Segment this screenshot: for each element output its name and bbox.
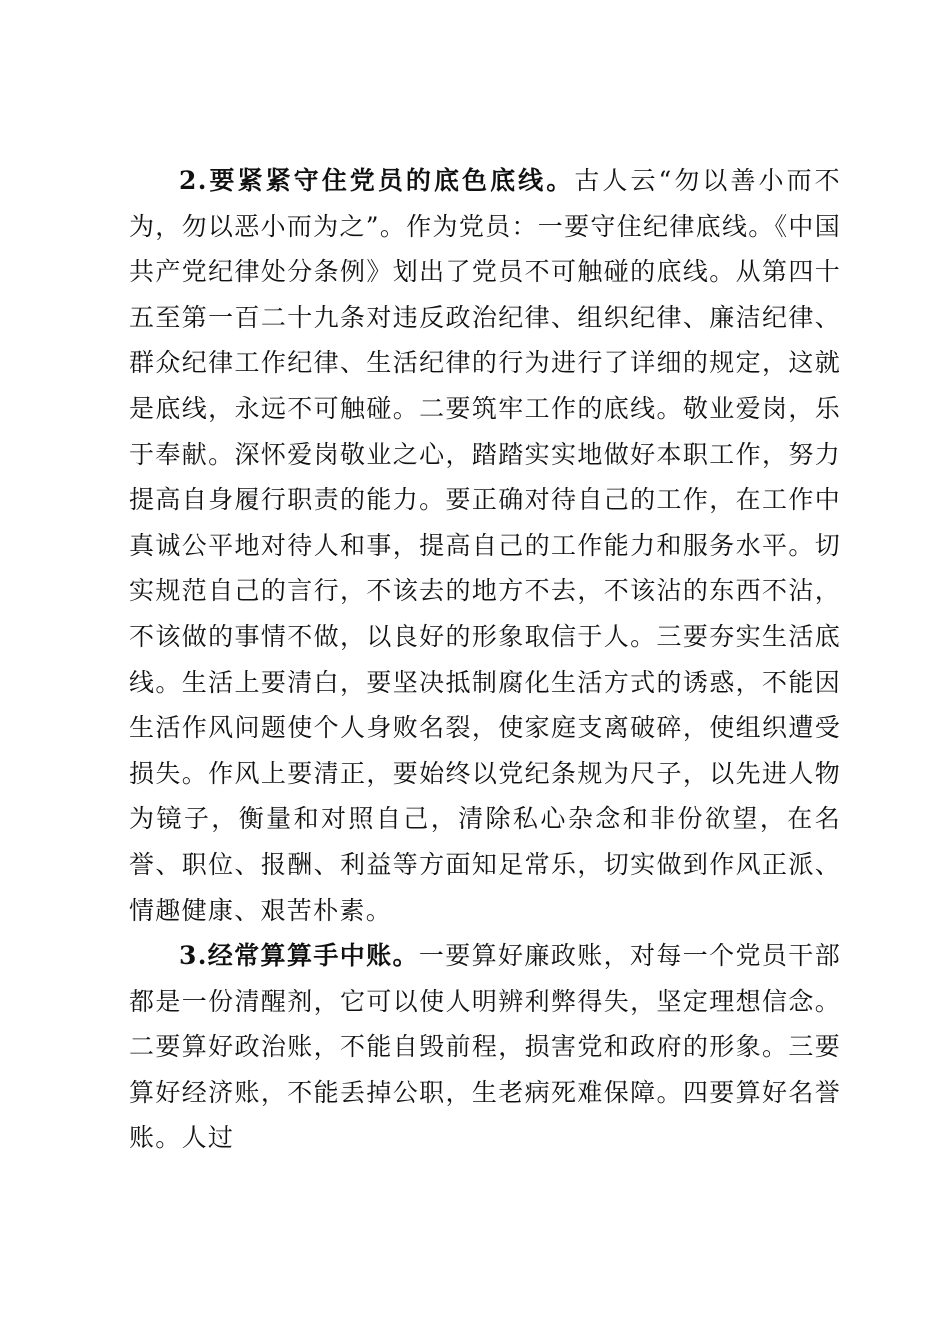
paragraph-text: 古人云“勿以善小而不为，勿以恶小而为之”。作为党员：一要守住纪律底线。《中国共产党纪律处分条例》划出了党员不可触碰的底线。从第四十五至第一百二十九条对违反政治纪律、组织纪律、廉洁纪律、群众纪律工作纪律、生活纪律的行为进行了详细的规定，这就是底线，永远不可触碰。二要筑牢工作的底线。敬业爱岗，乐于奉献。深怀爱岗敬业之心，踏踏实实地做好本职工作，努力提高自身履行职责的能力。要正确对待自己的工作，在工作中真诚公平地对待人和事，提高自己的工作能力和服务水平。切实规范自己的言行，不该去的地方不去，不该沾的东西不沾，不该做的事情不做，以良好的形象取信于人。三要夯实生活底线。生活上要清白，要坚决抵制腐化生活方式的诱惑，不能因生活作风问题使个人身败名裂，使家庭支离破碎，使组织遭受损失。作风上要清正，要始终以党纪条规为尺子，以先进人物为镜子，衡量和对照自己，清除私心杂念和非份欲望，在名誉、职位、报酬、利益等方面知足常乐，切实做到作风正派、情趣健康、艰苦朴素。 <box>129 166 841 925</box>
document-body <box>129 158 841 1161</box>
paragraph-2 <box>129 158 841 933</box>
paragraph-3 <box>129 933 841 1161</box>
paragraph-heading: 2.要紧紧守住党员的底色底线。 <box>179 166 575 195</box>
paragraph-text: 一要算好廉政账，对每一个党员干部都是一份清醒剂，它可以使人明辨利弊得失，坚定理想信念。二要算好政治账，不能自毁前程，损害党和政府的形象。三要算好经济账，不能丢掉公职，生老病死难保障。四要算好名誉账。人过 <box>129 941 841 1153</box>
paragraph-heading: 3.经常算算手中账。 <box>179 941 419 971</box>
